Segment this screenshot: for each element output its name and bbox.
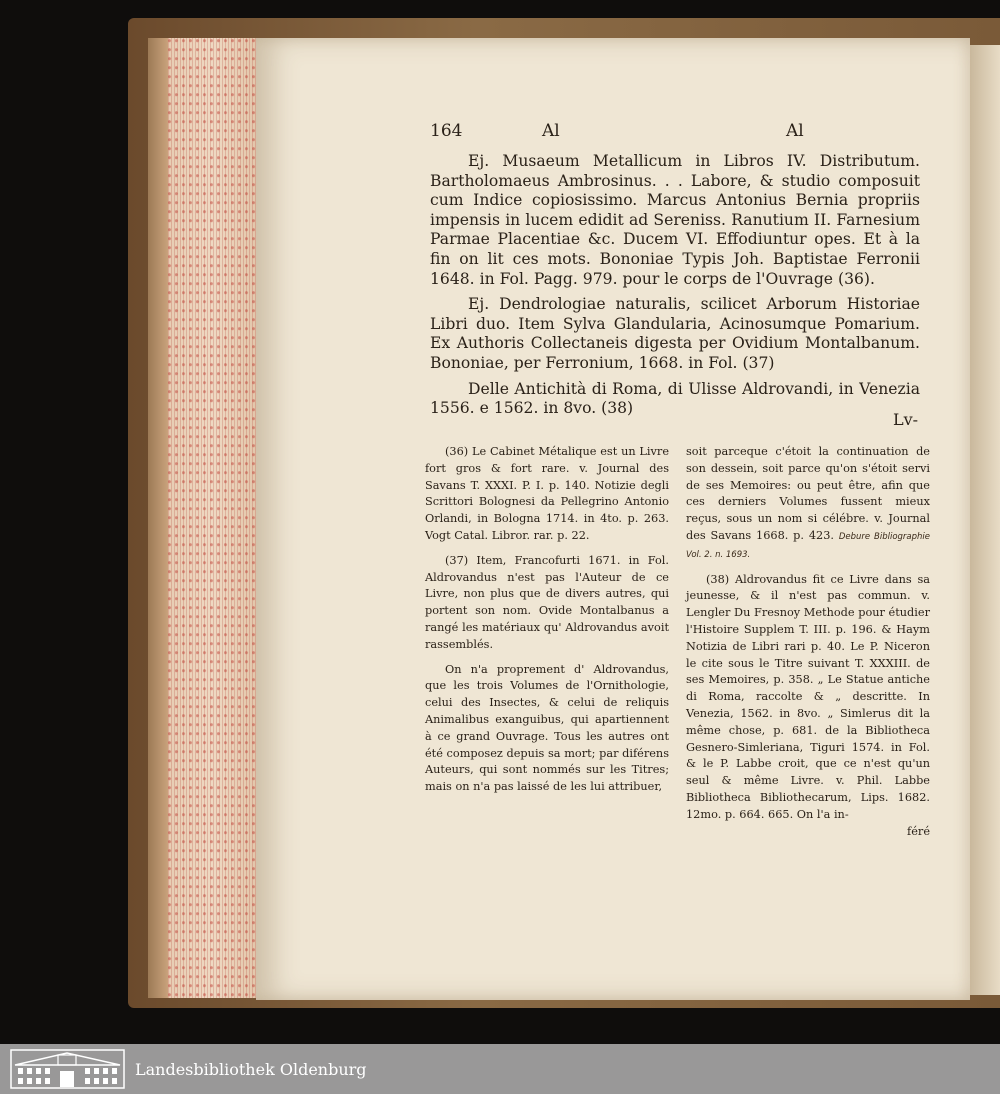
main-text — [430, 152, 920, 425]
notes-left-column — [425, 444, 669, 804]
running-head-right: Al — [786, 121, 804, 141]
footer-bar — [0, 1044, 1000, 1094]
note-36: (36) Le Cabinet Métalique est un Livre fort gros & fort rare. v. Journal des Savans T. XXXI. P. I. p. 140. Notizie degli Scrittori Bolognesi da Pellegrino Antonio Orlandi, in Bologna 1714. in 4to. p. 263. Vogt Catal. Libror. rar. p. 22. — [425, 445, 669, 542]
catchword: Lv- — [893, 410, 919, 429]
library-name: Landesbibliothek Oldenburg — [135, 1059, 367, 1079]
spine-edge — [148, 38, 168, 998]
handwritten-annotation: Debure Bibliographie Vol. 2. n. 1693. — [686, 531, 931, 560]
note-37: (37) Item, Francofurti 1671. in Fol. Aldrovandus n'est pas l'Auteur de ce Livre, non plus que de divers autres, qui portent son nom. Ovide Montalbanus a rangé les matériaux qu' Aldrovandus avoit rassemblés. — [425, 553, 669, 651]
note-38: (38) Aldrovandus fit ce Livre dans sa jeunesse, & il n'est pas commun. v. Lengler Du Fresnoy Methode pour étudier l'Histoire Supplem T. III. p. 196. & Haym Notizia de Libri rari p. 40. Le P. Niceron le cite sous le Titre suivant T. XXXIII. de ses Memoires, p. 358. „ Le Statue antiche di Roma, raccolte & „ descritte. In Venezia, 1562. in 8vo. „ Simlerus dit la même chose, p. 681. de la Bibliotheca Gesnero-Simleriana, Tiguri 1574. in Fol. & le P. Labbe croit, que ce n'est qu'un seul & même Livre. v. Phil. Labbe Bibliotheca Bibliothecarum, Lips. 1682. 12mo. p. 664. 665. On l'a in- — [686, 572, 930, 821]
entry-dendrologiae: Ej. Dendrologiae naturalis, scilicet Arborum Historiae Libri duo. Item Sylva Glandularia, Acinosumque Pomarium. Ex Authoris Collectaneis digesta per Ovidium Montalbanum. Bononiae, per Ferronium, 1668. in Fol. (37) — [430, 295, 920, 372]
notes-right-column — [686, 444, 930, 848]
running-head-center: Al — [542, 121, 560, 141]
entry-antichita: Delle Antichità di Roma, di Ulisse Aldrovandi, in Venezia 1556. e 1562. in 8vo. (38) — [430, 379, 920, 418]
note-cont-text: soit parceque c'étoit la continuation de son dessein, soit parce qu'on s'étoit servi de ses Memoires: ou peut être, afin que ces derniers Volumes fussent mieux reçus, sous un nom si célébre. v. Journal des Savans 1668. p. 423. — [686, 445, 930, 542]
note-cont — [686, 444, 930, 564]
page-number: 164 — [430, 121, 463, 141]
next-page-edge — [970, 45, 1000, 995]
note-catchword: féré — [907, 824, 930, 838]
entry-musaeum: Ej. Musaeum Metallicum in Libros IV. Distributum. Bartholomaeus Ambrosinus. . . Labore, & studio composuit cum Indice copiosissimo. Marcus Antonius Bernia propriis impensis in lucem edidit ad Sereniss. Ranutium II. Farnesium Parmae Placentiae &c. Ducem VI. Effodiuntur opes. Et à la fin on lit ces mots. Bononiae Typis Joh. Baptistae Ferronii 1648. in Fol. Pagg. 979. pour le corps de l'Ouvrage (36). — [430, 152, 920, 288]
page-edges — [168, 38, 258, 998]
library-building-icon — [10, 1049, 125, 1089]
note-37-cont: On n'a proprement d' Aldrovandus, que les trois Volumes de l'Ornithologie, celui des Insectes, & celui de reliquis Animalibus exanguibus, qui apartiennent à ce grand Ouvrage. Tous les autres ont été composez depuis sa mort; par diférens Auteurs, qui sont nommés sur les Titres; mais on n'a pas laissé de les lui attribuer, — [425, 662, 669, 794]
